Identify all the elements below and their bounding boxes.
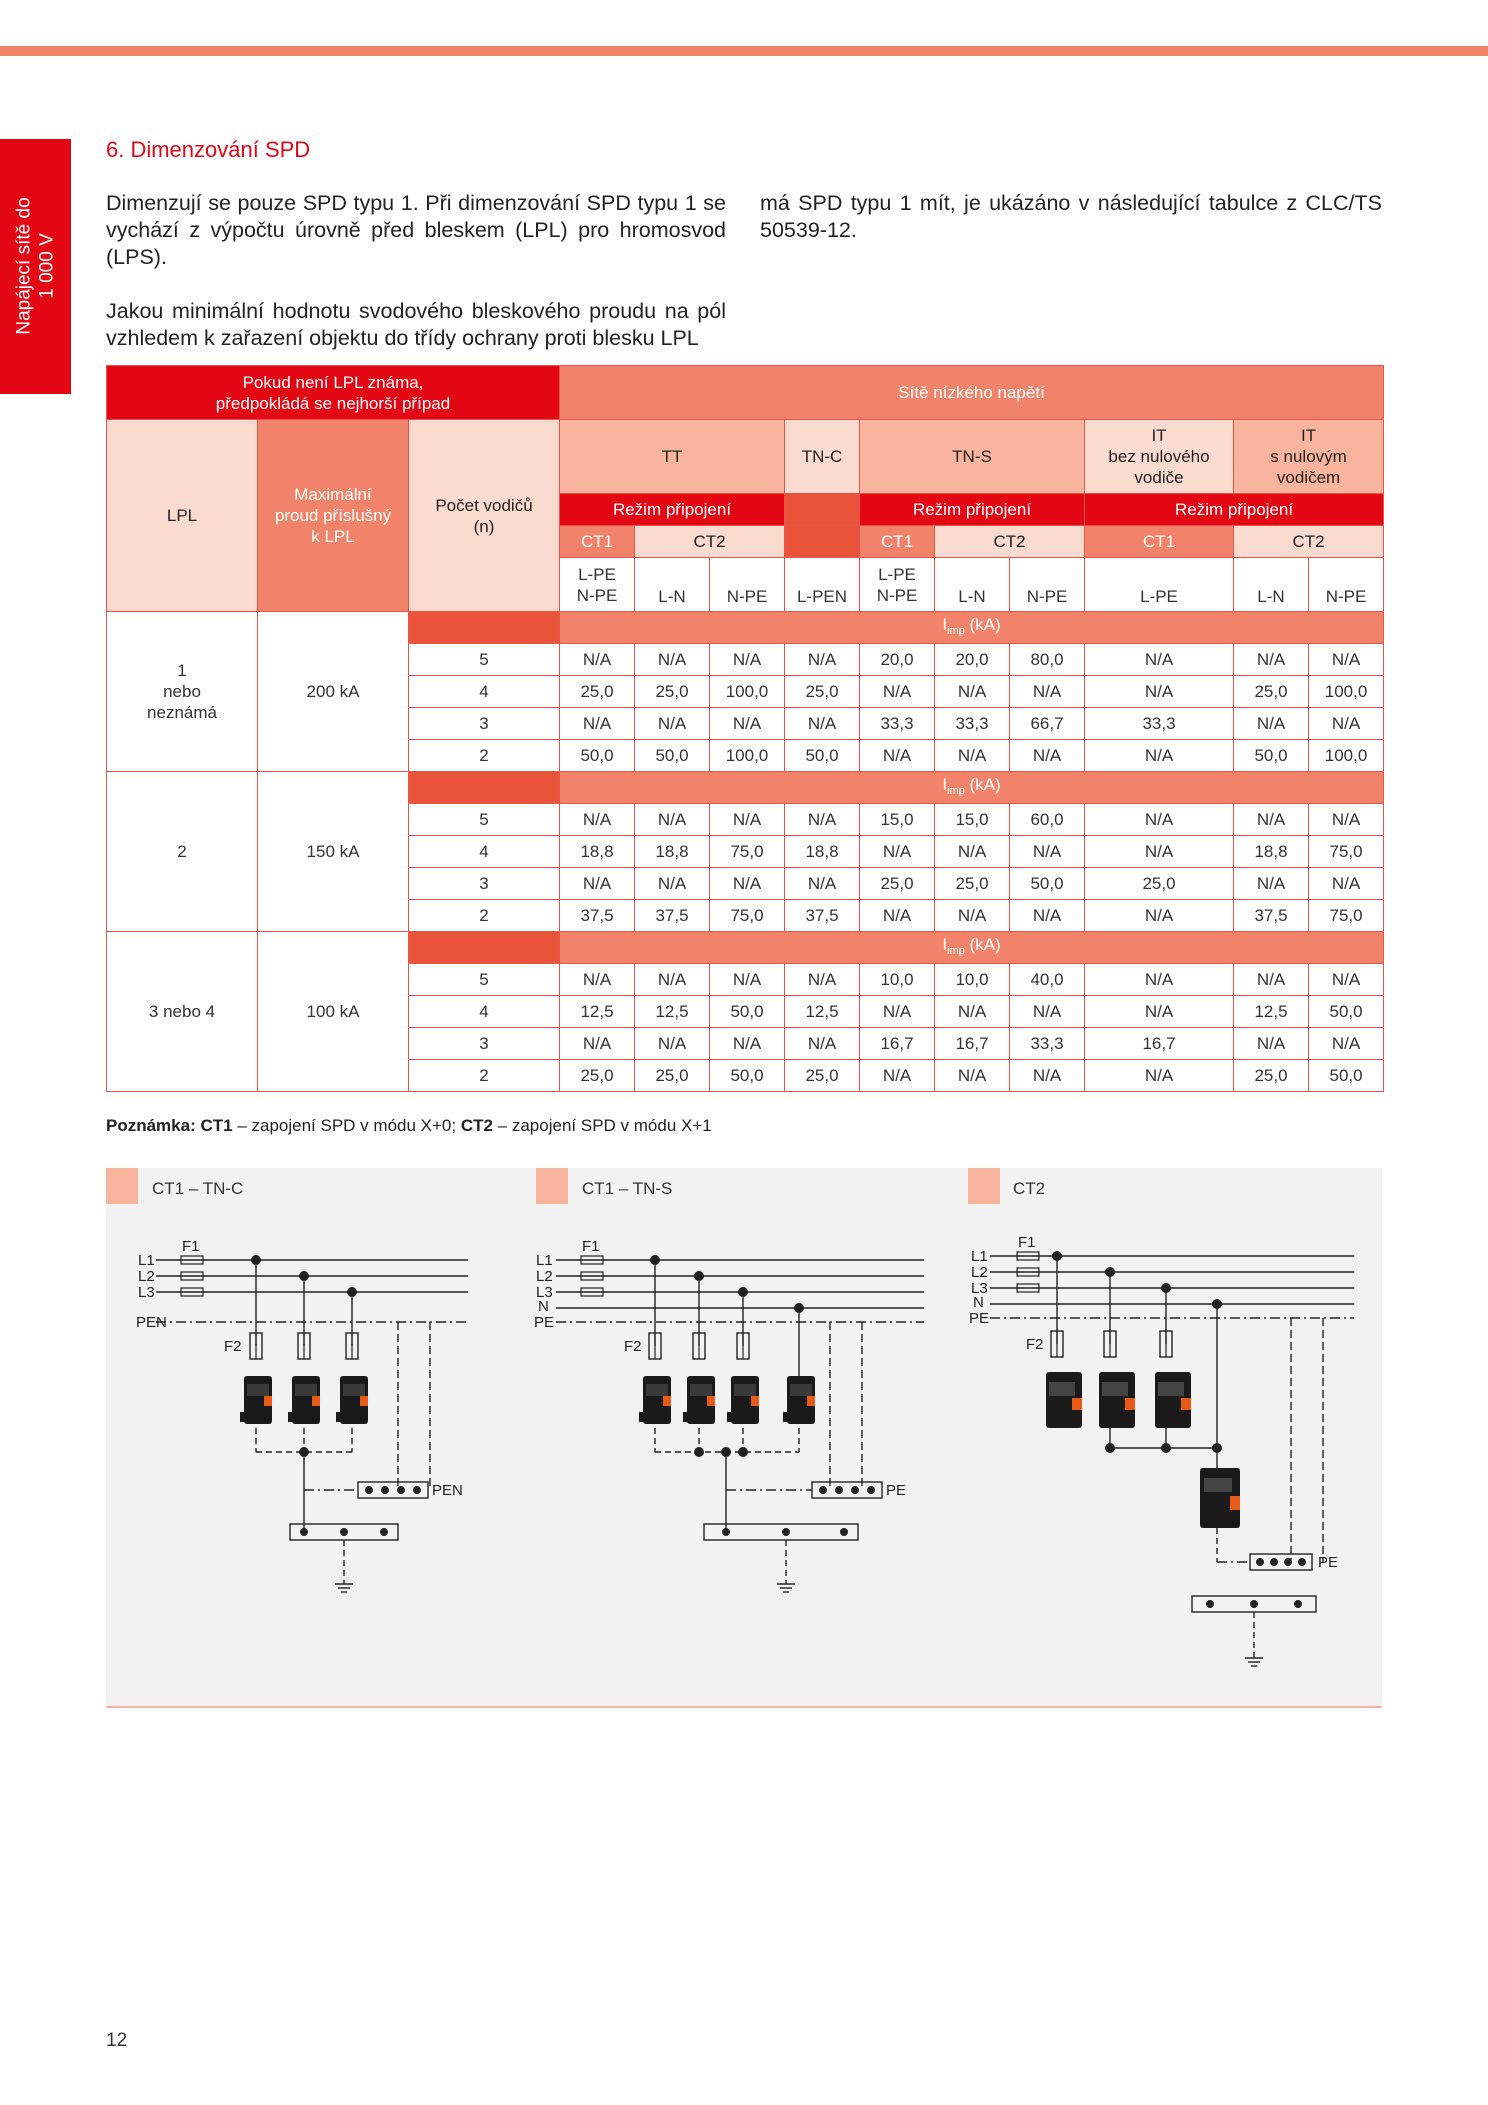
header-lv-networks: Sítě nízkého napětí <box>560 366 1384 420</box>
imp-header <box>560 932 1384 964</box>
wiring-lpe: L-PE <box>878 564 916 584</box>
d3-pe: PE <box>969 1310 990 1327</box>
table-cell: N/A <box>860 676 935 708</box>
table-cell: N/A <box>1085 996 1234 1028</box>
table-cell: N/A <box>1010 740 1085 772</box>
table-cell: N/A <box>935 676 1010 708</box>
table-cell: N/A <box>1234 804 1309 836</box>
d1-pen-bar: PEN <box>432 1482 463 1499</box>
d2-n: N <box>538 1298 549 1315</box>
table-cell: N/A <box>1234 964 1309 996</box>
imp-unit: (kA) <box>964 774 1001 794</box>
table-cell: 12,5 <box>560 996 635 1028</box>
lpl-class-line: nebo <box>163 682 201 701</box>
intro-paragraph-1: Dimenzují se pouze SPD typu 1. Při dimenzování SPD typu 1 se vychází z výpočtu úrovně před bleskem (LPL) pro hromosvod (LPS). <box>106 191 726 269</box>
table-cell: N/A <box>1234 868 1309 900</box>
table-cell: 25,0 <box>935 868 1010 900</box>
table-cell: 18,8 <box>785 836 860 868</box>
table-cell: N/A <box>635 708 710 740</box>
net-it1-line3: vodiče <box>1134 468 1184 487</box>
table-cell: N/A <box>1309 964 1384 996</box>
table-cell: 20,0 <box>935 644 1010 676</box>
table-cell: 25,0 <box>1234 676 1309 708</box>
conductor-count: 2 <box>409 900 560 932</box>
lpl-class-line: neznámá <box>147 703 217 722</box>
side-tab-line2: 1 000 V <box>36 233 57 299</box>
table-cell: 50,0 <box>1234 740 1309 772</box>
conductor-count: 2 <box>409 1060 560 1092</box>
table-cell: N/A <box>635 964 710 996</box>
ct1-it: CT1 <box>1085 526 1234 558</box>
d3-f1: F1 <box>1018 1234 1036 1251</box>
col-header-conductor-count <box>409 420 560 612</box>
table-cell: N/A <box>1085 676 1234 708</box>
ct2-tt: CT2 <box>635 526 785 558</box>
mode-tt: Režim připojení <box>560 494 785 526</box>
table-cell: 18,8 <box>560 836 635 868</box>
net-tn-s: TN-S <box>860 420 1085 494</box>
lpl-class-line: 1 <box>177 661 187 680</box>
conductor-count: 5 <box>409 644 560 676</box>
table-cell: N/A <box>635 644 710 676</box>
table-cell: N/A <box>860 836 935 868</box>
wiring-tns-npe: N-PE <box>1010 558 1085 612</box>
table-cell: 50,0 <box>710 996 785 1028</box>
d1-l3: L3 <box>138 1284 155 1301</box>
table-cell: 50,0 <box>1010 868 1085 900</box>
table-cell: 50,0 <box>785 740 860 772</box>
wiring-tt-ln: L-N <box>635 558 710 612</box>
table-cell: N/A <box>1085 1060 1234 1092</box>
table-cell: 16,7 <box>1085 1028 1234 1060</box>
imp-header-row <box>107 772 1384 804</box>
d2-l3: L3 <box>536 1284 553 1301</box>
table-cell: 12,5 <box>785 996 860 1028</box>
table-cell: 25,0 <box>635 1060 710 1092</box>
table-cell: N/A <box>710 868 785 900</box>
table-cell: N/A <box>1234 644 1309 676</box>
table-cell: 25,0 <box>1234 1060 1309 1092</box>
table-cell: 12,5 <box>1234 996 1309 1028</box>
imp-symbol: I <box>942 934 948 954</box>
conductor-count: 4 <box>409 996 560 1028</box>
d3-l3: L3 <box>971 1280 988 1297</box>
table-cell: N/A <box>1010 676 1085 708</box>
conductor-count: 3 <box>409 868 560 900</box>
table-cell: 25,0 <box>1085 868 1234 900</box>
col-header-lpl: LPL <box>107 420 258 612</box>
table-cell: N/A <box>710 644 785 676</box>
net-it2-line1: IT <box>1300 426 1317 445</box>
d1-pen: PEN <box>136 1314 167 1331</box>
d2-l1: L1 <box>536 1252 553 1269</box>
lpl-class <box>107 772 258 932</box>
wiring-it-lpe: L-PE <box>1085 558 1234 612</box>
net-it-without-neutral <box>1085 420 1234 494</box>
col-header-max-current-line1: Maximální <box>294 485 372 504</box>
table-cell: 100,0 <box>1309 676 1384 708</box>
lpl-class-line: 2 <box>177 842 187 861</box>
d3-n: N <box>973 1294 984 1311</box>
wiring-it-ln: L-N <box>1234 558 1309 612</box>
table-cell: N/A <box>1234 1028 1309 1060</box>
note-label: Poznámka: <box>106 1116 196 1135</box>
diagram-ct2 <box>990 1256 1354 1658</box>
table-cell: N/A <box>785 1028 860 1060</box>
col-header-conductor-count-line1: Počet vodičů <box>435 495 533 515</box>
d1-l1: L1 <box>138 1252 155 1269</box>
header-lpl-unknown <box>107 366 560 420</box>
max-current: 150 kA <box>258 772 409 932</box>
d2-pe: PE <box>534 1314 555 1331</box>
table-cell: 66,7 <box>1010 708 1085 740</box>
lpl-class-line: 3 nebo 4 <box>148 1002 216 1021</box>
table-cell: N/A <box>1010 900 1085 932</box>
note-ct1-text: – zapojení SPD v módu X+0; <box>232 1116 461 1135</box>
table-cell: 50,0 <box>1309 1060 1384 1092</box>
table-cell: N/A <box>935 900 1010 932</box>
wiring-tns-ln: L-N <box>935 558 1010 612</box>
d3-pe-bar: PE <box>1318 1554 1339 1571</box>
conductor-count: 4 <box>409 836 560 868</box>
mode-tns: Režim připojení <box>860 494 1085 526</box>
table-cell: N/A <box>710 804 785 836</box>
table-cell: N/A <box>860 740 935 772</box>
table-cell: N/A <box>560 708 635 740</box>
table-cell: 75,0 <box>1309 900 1384 932</box>
imp-subscript: imp <box>947 784 965 797</box>
imp-subscript: imp <box>947 944 965 957</box>
mode-it: Režim připojení <box>1085 494 1384 526</box>
conductor-count: 3 <box>409 708 560 740</box>
table-cell: N/A <box>560 868 635 900</box>
table-cell: N/A <box>635 868 710 900</box>
table-cell: N/A <box>1309 868 1384 900</box>
d2-f2: F2 <box>624 1338 642 1355</box>
table-cell: N/A <box>1309 804 1384 836</box>
net-tt: TT <box>560 420 785 494</box>
table-cell: N/A <box>785 868 860 900</box>
table-cell: N/A <box>635 1028 710 1060</box>
lpl-class <box>107 612 258 772</box>
table-cell: N/A <box>710 964 785 996</box>
conductor-count: 5 <box>409 964 560 996</box>
imp-header-row <box>107 932 1384 964</box>
ct1-tt: CT1 <box>560 526 635 558</box>
wiring-tnc-lpen: L-PEN <box>785 558 860 612</box>
mode-tnc-blank <box>785 494 860 526</box>
ct1-tns: CT1 <box>860 526 935 558</box>
table-cell: N/A <box>1309 1028 1384 1060</box>
col-header-max-current-line3: k LPL <box>311 527 355 546</box>
table-cell: 50,0 <box>710 1060 785 1092</box>
table-cell: 12,5 <box>635 996 710 1028</box>
table-cell: 25,0 <box>860 868 935 900</box>
wiring-tt-npe: N-PE <box>710 558 785 612</box>
conductor-count: 5 <box>409 804 560 836</box>
table-cell: 16,7 <box>860 1028 935 1060</box>
imp-header-row <box>107 612 1384 644</box>
table-cell: N/A <box>1309 644 1384 676</box>
table-cell: N/A <box>785 708 860 740</box>
table-cell: 33,3 <box>1010 1028 1085 1060</box>
note-ct2: CT2 <box>460 1116 493 1135</box>
imp-header <box>560 612 1384 644</box>
table-cell: 15,0 <box>935 804 1010 836</box>
table-cell: N/A <box>560 964 635 996</box>
table-cell: N/A <box>785 804 860 836</box>
d3-l2: L2 <box>971 1264 988 1281</box>
imp-header-blank <box>409 932 560 964</box>
ct2-tns: CT2 <box>935 526 1085 558</box>
conductor-count: 2 <box>409 740 560 772</box>
table-cell: 25,0 <box>785 676 860 708</box>
diagram-1-title: CT1 – TN-C <box>152 1179 244 1198</box>
table-cell: N/A <box>710 1028 785 1060</box>
header-lpl-unknown-line2: předpokládá se nejhorší případ <box>215 393 451 413</box>
table-cell: N/A <box>1085 900 1234 932</box>
conductor-count: 4 <box>409 676 560 708</box>
lpl-class <box>107 932 258 1092</box>
table-cell: N/A <box>935 996 1010 1028</box>
table-cell: 40,0 <box>1010 964 1085 996</box>
wiring-lpe: L-PE <box>578 564 616 584</box>
imp-header-blank <box>409 612 560 644</box>
table-cell: 33,3 <box>860 708 935 740</box>
table-cell: N/A <box>635 804 710 836</box>
table-cell: N/A <box>1309 708 1384 740</box>
table-cell: N/A <box>935 1060 1010 1092</box>
net-it1-line1: IT <box>1151 426 1167 445</box>
table-cell: 100,0 <box>1309 740 1384 772</box>
side-tab <box>0 139 71 394</box>
net-it2-line2: s nulovým <box>1270 447 1347 466</box>
net-tn-c: TN-C <box>785 420 860 494</box>
d3-l1: L1 <box>971 1248 988 1265</box>
imp-header-blank <box>409 772 560 804</box>
table-cell: N/A <box>1085 644 1234 676</box>
table-cell: 75,0 <box>710 900 785 932</box>
table-cell: 80,0 <box>1010 644 1085 676</box>
wiring-diagrams <box>106 1168 1382 1704</box>
wiring-tns-ct1 <box>860 558 935 612</box>
note-ct1: CT1 <box>200 1116 233 1135</box>
diagram-2-title: CT1 – TN-S <box>582 1179 673 1198</box>
table-cell: 37,5 <box>785 900 860 932</box>
table-cell: N/A <box>860 900 935 932</box>
table-cell: N/A <box>1085 804 1234 836</box>
table-cell: 50,0 <box>635 740 710 772</box>
table-cell: 37,5 <box>560 900 635 932</box>
table-cell: 18,8 <box>1234 836 1309 868</box>
table-cell: N/A <box>935 740 1010 772</box>
imp-unit: (kA) <box>964 614 1001 634</box>
table-cell: N/A <box>1010 836 1085 868</box>
wiring-it-npe: N-PE <box>1309 558 1384 612</box>
table-cell: N/A <box>785 964 860 996</box>
table-cell: 10,0 <box>935 964 1010 996</box>
spd-block-3phase <box>1046 1372 1191 1428</box>
imp-symbol: I <box>942 614 948 634</box>
d2-pe-bar: PE <box>886 1482 907 1499</box>
table-cell: N/A <box>860 996 935 1028</box>
table-cell: 60,0 <box>1010 804 1085 836</box>
table-cell: 33,3 <box>1085 708 1234 740</box>
page-number: 12 <box>106 2030 128 2051</box>
table-cell: N/A <box>1085 964 1234 996</box>
net-it1-line2: bez nulového <box>1108 447 1210 466</box>
table-cell: 18,8 <box>635 836 710 868</box>
table-cell: 10,0 <box>860 964 935 996</box>
intro-paragraph-2: Jakou minimální hodnotu svodového bleskového proudu na pól vzhledem k zařazení objektu do třídy ochrany proti blesku LPL <box>106 299 726 350</box>
imp-unit: (kA) <box>964 934 1001 954</box>
table-cell: 20,0 <box>860 644 935 676</box>
table-cell: N/A <box>935 836 1010 868</box>
table-cell: 100,0 <box>710 740 785 772</box>
wiring-diagrams-panel <box>106 1168 1382 1708</box>
table-cell: N/A <box>1010 996 1085 1028</box>
d1-l2: L2 <box>138 1268 155 1285</box>
table-cell: 100,0 <box>710 676 785 708</box>
table-cell: N/A <box>1085 740 1234 772</box>
table-cell: N/A <box>1085 836 1234 868</box>
table-cell: 75,0 <box>710 836 785 868</box>
diagram-3-title: CT2 <box>1013 1179 1046 1198</box>
net-it-with-neutral <box>1234 420 1384 494</box>
header-lpl-unknown-line1: Pokud není LPL známa, <box>242 372 424 392</box>
d1-f1: F1 <box>182 1238 200 1255</box>
conductor-count: 3 <box>409 1028 560 1060</box>
table-cell: 75,0 <box>1309 836 1384 868</box>
table-cell: N/A <box>1234 708 1309 740</box>
side-tab-line1: Napájecí sítě do <box>13 197 34 335</box>
table-cell: N/A <box>785 644 860 676</box>
table-cell: 37,5 <box>1234 900 1309 932</box>
top-accent-bar <box>0 46 1488 56</box>
d2-l2: L2 <box>536 1268 553 1285</box>
table-cell: N/A <box>860 1060 935 1092</box>
table-cell: 16,7 <box>935 1028 1010 1060</box>
table-cell: 25,0 <box>785 1060 860 1092</box>
table-cell: 50,0 <box>1309 996 1384 1028</box>
wiring-npe: N-PE <box>576 585 618 605</box>
table-note <box>106 1116 712 1136</box>
table-cell: 37,5 <box>635 900 710 932</box>
note-ct2-text: – zapojení SPD v módu X+1 <box>492 1116 712 1135</box>
table-cell: 15,0 <box>860 804 935 836</box>
intro-paragraph-3: má SPD typu 1 mít, je ukázáno v následující tabulce z CLC/TS 50539-12. <box>760 191 1382 242</box>
section-title: 6. Dimenzování SPD <box>106 137 311 162</box>
ct2-it: CT2 <box>1234 526 1384 558</box>
col-header-max-current-line2: proud příslušný <box>274 506 392 525</box>
max-current: 200 kA <box>258 612 409 772</box>
side-tab-text <box>0 139 71 394</box>
d2-f1: F1 <box>582 1238 600 1255</box>
table-cell: 50,0 <box>560 740 635 772</box>
col-header-conductor-count-line2: (n) <box>473 516 495 536</box>
imp-symbol: I <box>942 774 948 794</box>
wiring-npe: N-PE <box>876 585 918 605</box>
table-cell: 25,0 <box>560 676 635 708</box>
spd-block-npe <box>1200 1468 1240 1528</box>
imp-header <box>560 772 1384 804</box>
ct-tnc-blank <box>785 526 860 558</box>
table-cell: 25,0 <box>560 1060 635 1092</box>
net-it2-line3: vodičem <box>1276 468 1341 487</box>
table-cell: N/A <box>1010 1060 1085 1092</box>
d1-f2: F2 <box>224 1338 242 1355</box>
wiring-tt-ct1 <box>560 558 635 612</box>
table-cell: N/A <box>560 804 635 836</box>
spd-dimensioning-table <box>106 365 1384 1092</box>
table-cell: 25,0 <box>635 676 710 708</box>
d3-f2: F2 <box>1026 1336 1044 1353</box>
table-cell: 33,3 <box>935 708 1010 740</box>
max-current: 100 kA <box>258 932 409 1092</box>
col-header-max-current <box>258 420 409 612</box>
table-cell: N/A <box>560 644 635 676</box>
table-cell: N/A <box>710 708 785 740</box>
imp-subscript: imp <box>947 624 965 637</box>
table-cell: N/A <box>560 1028 635 1060</box>
